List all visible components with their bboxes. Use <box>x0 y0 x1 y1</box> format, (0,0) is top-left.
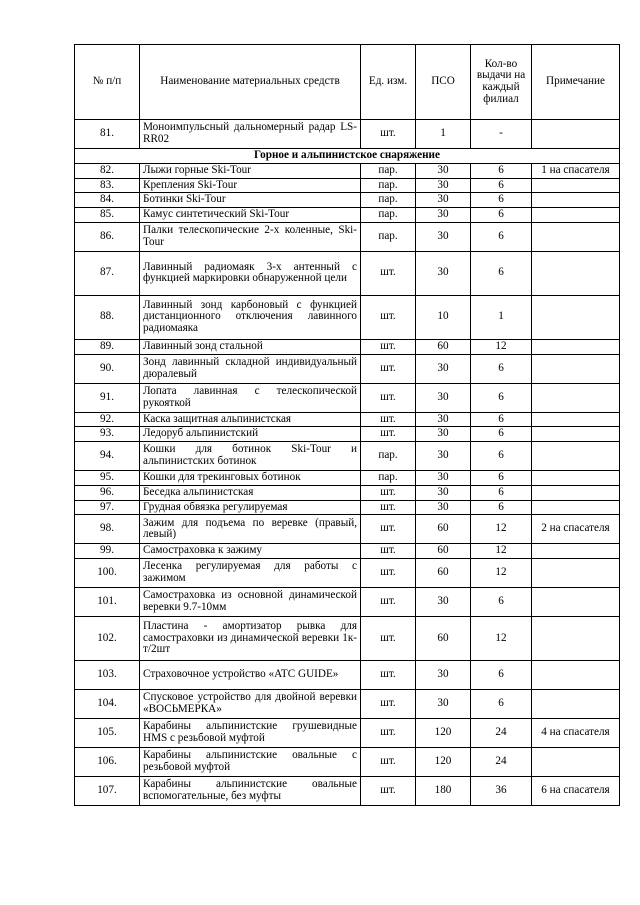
table-row <box>75 559 620 588</box>
note: 6 на спасателя <box>532 777 620 806</box>
table-row <box>75 471 620 486</box>
item-name: Крепления Ski-Tour <box>140 178 361 193</box>
note <box>532 427 620 442</box>
note <box>532 178 620 193</box>
unit-of-measure: шт. <box>361 559 416 588</box>
branch-quantity: 36 <box>471 777 532 806</box>
branch-quantity: 24 <box>471 719 532 748</box>
table-row <box>75 719 620 748</box>
unit-of-measure: шт. <box>361 383 416 412</box>
note: 4 на спасателя <box>532 719 620 748</box>
row-number: 83. <box>75 178 140 193</box>
unit-of-measure: шт. <box>361 251 416 295</box>
row-number: 98. <box>75 515 140 544</box>
row-number: 105. <box>75 719 140 748</box>
table-row <box>75 178 620 193</box>
table-row <box>75 354 620 383</box>
row-number: 95. <box>75 471 140 486</box>
item-name: Пластина - амортизатор рывка для самостраховки из динамической веревки 1к-т/2шт <box>140 617 361 661</box>
pso-quantity: 60 <box>416 339 471 354</box>
row-number: 94. <box>75 442 140 471</box>
branch-quantity: 12 <box>471 339 532 354</box>
row-number: 96. <box>75 485 140 500</box>
row-number: 99. <box>75 544 140 559</box>
table-row <box>75 617 620 661</box>
pso-quantity: 1 <box>416 120 471 149</box>
row-number: 93. <box>75 427 140 442</box>
note <box>532 193 620 208</box>
unit-of-measure: шт. <box>361 515 416 544</box>
branch-quantity: 6 <box>471 251 532 295</box>
table-row <box>75 251 620 295</box>
pso-quantity: 30 <box>416 412 471 427</box>
branch-quantity: 6 <box>471 383 532 412</box>
pso-quantity: 30 <box>416 442 471 471</box>
table-row <box>75 690 620 719</box>
pso-quantity: 30 <box>416 208 471 223</box>
branch-quantity: 6 <box>471 427 532 442</box>
note <box>532 120 620 149</box>
note <box>532 383 620 412</box>
unit-of-measure: пар. <box>361 163 416 178</box>
header-num: № п/п <box>75 45 140 120</box>
table-row <box>75 222 620 251</box>
branch-quantity: 6 <box>471 661 532 690</box>
row-number: 100. <box>75 559 140 588</box>
table-row <box>75 208 620 223</box>
note <box>532 544 620 559</box>
branch-quantity: 6 <box>471 442 532 471</box>
branch-quantity: 6 <box>471 500 532 515</box>
unit-of-measure: шт. <box>361 295 416 339</box>
unit-of-measure: шт. <box>361 354 416 383</box>
table-row <box>75 748 620 777</box>
row-number: 82. <box>75 163 140 178</box>
branch-quantity: 6 <box>471 471 532 486</box>
note: 2 на спасателя <box>532 515 620 544</box>
pso-quantity: 30 <box>416 251 471 295</box>
item-name: Самостраховка к зажиму <box>140 544 361 559</box>
unit-of-measure: шт. <box>361 412 416 427</box>
branch-quantity: 12 <box>471 515 532 544</box>
header-qty: Кол-во выдачи на каждый филиал <box>471 45 532 120</box>
branch-quantity: 6 <box>471 178 532 193</box>
table-row <box>75 193 620 208</box>
branch-quantity: 24 <box>471 748 532 777</box>
branch-quantity: - <box>471 120 532 149</box>
unit-of-measure: шт. <box>361 544 416 559</box>
branch-quantity: 6 <box>471 208 532 223</box>
table-row <box>75 295 620 339</box>
branch-quantity: 6 <box>471 354 532 383</box>
note <box>532 485 620 500</box>
table-row <box>75 515 620 544</box>
table-row <box>75 661 620 690</box>
branch-quantity: 12 <box>471 544 532 559</box>
note <box>532 339 620 354</box>
item-name: Лопата лавинная с телескопической рукояткой <box>140 383 361 412</box>
section-header-row <box>75 149 620 164</box>
branch-quantity: 12 <box>471 559 532 588</box>
note: 1 на спасателя <box>532 163 620 178</box>
note <box>532 661 620 690</box>
unit-of-measure: шт. <box>361 485 416 500</box>
branch-quantity: 6 <box>471 222 532 251</box>
pso-quantity: 60 <box>416 544 471 559</box>
note <box>532 559 620 588</box>
pso-quantity: 10 <box>416 295 471 339</box>
unit-of-measure: шт. <box>361 427 416 442</box>
note <box>532 500 620 515</box>
item-name: Лыжи горные Ski-Tour <box>140 163 361 178</box>
table-row <box>75 339 620 354</box>
pso-quantity: 30 <box>416 471 471 486</box>
item-name: Камус синтетический Ski-Tour <box>140 208 361 223</box>
row-number: 101. <box>75 588 140 617</box>
unit-of-measure: пар. <box>361 193 416 208</box>
item-name: Страховочное устройство «ATC GUIDE» <box>140 661 361 690</box>
pso-quantity: 30 <box>416 222 471 251</box>
header-unit: Ед. изм. <box>361 45 416 120</box>
note <box>532 588 620 617</box>
unit-of-measure: шт. <box>361 690 416 719</box>
branch-quantity: 6 <box>471 588 532 617</box>
branch-quantity: 12 <box>471 617 532 661</box>
pso-quantity: 60 <box>416 559 471 588</box>
note <box>532 748 620 777</box>
row-number: 104. <box>75 690 140 719</box>
header-pso: ПСО <box>416 45 471 120</box>
table-body-main <box>75 163 620 805</box>
unit-of-measure: пар. <box>361 208 416 223</box>
note <box>532 208 620 223</box>
note <box>532 354 620 383</box>
row-number: 81. <box>75 120 140 149</box>
pso-quantity: 120 <box>416 719 471 748</box>
unit-of-measure: шт. <box>361 120 416 149</box>
pso-quantity: 30 <box>416 588 471 617</box>
table-row <box>75 442 620 471</box>
item-name: Ботинки Ski-Tour <box>140 193 361 208</box>
row-number: 107. <box>75 777 140 806</box>
table-row <box>75 485 620 500</box>
row-number: 85. <box>75 208 140 223</box>
unit-of-measure: пар. <box>361 178 416 193</box>
section-header-body <box>75 149 620 164</box>
pso-quantity: 30 <box>416 354 471 383</box>
row-number: 103. <box>75 661 140 690</box>
item-name: Каска защитная альпинистская <box>140 412 361 427</box>
unit-of-measure: пар. <box>361 471 416 486</box>
unit-of-measure: шт. <box>361 748 416 777</box>
item-name: Грудная обвязка регулируемая <box>140 500 361 515</box>
row-number: 90. <box>75 354 140 383</box>
row-number: 86. <box>75 222 140 251</box>
unit-of-measure: пар. <box>361 442 416 471</box>
branch-quantity: 6 <box>471 412 532 427</box>
item-name: Моноимпульсный дальномерный радар LS-RR02 <box>140 120 361 149</box>
unit-of-measure: шт. <box>361 588 416 617</box>
unit-of-measure: пар. <box>361 222 416 251</box>
item-name: Спусковое устройство для двойной веревки «ВОСЬМЕРКА» <box>140 690 361 719</box>
note <box>532 617 620 661</box>
branch-quantity: 6 <box>471 193 532 208</box>
pso-quantity: 30 <box>416 661 471 690</box>
row-number: 102. <box>75 617 140 661</box>
item-name: Беседка альпинистская <box>140 485 361 500</box>
unit-of-measure: шт. <box>361 661 416 690</box>
note <box>532 442 620 471</box>
item-name: Лесенка регулируемая для работы с зажимом <box>140 559 361 588</box>
branch-quantity: 6 <box>471 163 532 178</box>
table-row <box>75 383 620 412</box>
row-number: 88. <box>75 295 140 339</box>
item-name: Карабины альпинистские овальные с резьбовой муфтой <box>140 748 361 777</box>
pso-quantity: 60 <box>416 617 471 661</box>
row-number: 87. <box>75 251 140 295</box>
pso-quantity: 30 <box>416 690 471 719</box>
row-number: 97. <box>75 500 140 515</box>
table-row <box>75 777 620 806</box>
note <box>532 412 620 427</box>
unit-of-measure: шт. <box>361 777 416 806</box>
note <box>532 251 620 295</box>
item-name: Лавинный радиомаяк 3-х антенный с функцией маркировки обнаруженной цели <box>140 251 361 295</box>
item-name: Зажим для подъема по веревке (правый, левый) <box>140 515 361 544</box>
branch-quantity: 6 <box>471 690 532 719</box>
note <box>532 222 620 251</box>
table-row <box>75 588 620 617</box>
pso-quantity: 30 <box>416 500 471 515</box>
note <box>532 690 620 719</box>
table-row <box>75 412 620 427</box>
pso-quantity: 60 <box>416 515 471 544</box>
pso-quantity: 30 <box>416 163 471 178</box>
table-row <box>75 544 620 559</box>
branch-quantity: 6 <box>471 485 532 500</box>
pso-quantity: 180 <box>416 777 471 806</box>
item-name: Самостраховка из основной динамической веревки 9.7-10мм <box>140 588 361 617</box>
unit-of-measure: шт. <box>361 500 416 515</box>
table-row <box>75 120 620 149</box>
unit-of-measure: шт. <box>361 617 416 661</box>
pso-quantity: 30 <box>416 383 471 412</box>
table-body-top <box>75 120 620 149</box>
header-note: Примечание <box>532 45 620 120</box>
item-name: Карабины альпинистские грушевидные HMS с резьбовой муфтой <box>140 719 361 748</box>
section-title: Горное и альпинистское снаряжение <box>75 149 620 164</box>
item-name: Кошки для трекинговых ботинок <box>140 471 361 486</box>
table-row <box>75 500 620 515</box>
row-number: 92. <box>75 412 140 427</box>
note <box>532 295 620 339</box>
table-header-row <box>75 45 620 120</box>
note <box>532 471 620 486</box>
row-number: 84. <box>75 193 140 208</box>
pso-quantity: 30 <box>416 485 471 500</box>
item-name: Ледоруб альпинистский <box>140 427 361 442</box>
item-name: Лавинный зонд карбоновый с функцией дистанционного отключения лавинного радиомаяка <box>140 295 361 339</box>
table-row <box>75 163 620 178</box>
item-name: Лавинный зонд стальной <box>140 339 361 354</box>
row-number: 89. <box>75 339 140 354</box>
materials-table <box>74 44 620 806</box>
pso-quantity: 30 <box>416 193 471 208</box>
table-row <box>75 427 620 442</box>
item-name: Зонд лавинный складной индивидуальный дюралевый <box>140 354 361 383</box>
row-number: 106. <box>75 748 140 777</box>
branch-quantity: 1 <box>471 295 532 339</box>
pso-quantity: 120 <box>416 748 471 777</box>
row-number: 91. <box>75 383 140 412</box>
item-name: Кошки для ботинок Ski-Tour и альпинистских ботинок <box>140 442 361 471</box>
item-name: Палки телескопические 2-х коленные, Ski-Tour <box>140 222 361 251</box>
pso-quantity: 30 <box>416 427 471 442</box>
item-name: Карабины альпинистские овальные вспомогательные, без муфты <box>140 777 361 806</box>
unit-of-measure: шт. <box>361 339 416 354</box>
unit-of-measure: шт. <box>361 719 416 748</box>
pso-quantity: 30 <box>416 178 471 193</box>
header-name: Наименование материальных средств <box>140 45 361 120</box>
